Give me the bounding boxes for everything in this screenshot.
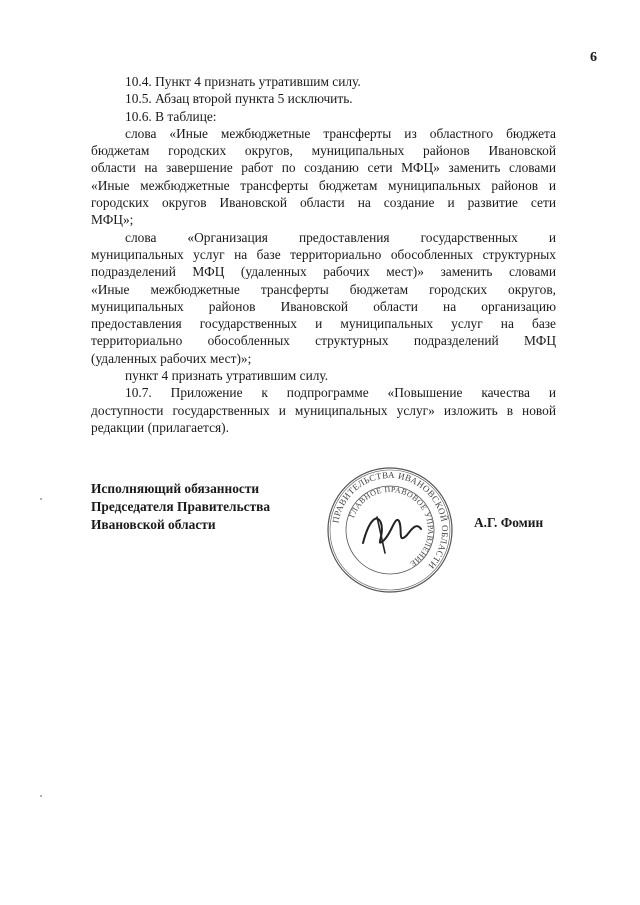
signatory-title-line: Председателя Правительства xyxy=(91,499,271,514)
document-body xyxy=(91,73,556,436)
paragraph-10-5: 10.5. Абзац второй пункта 5 исключить. xyxy=(125,91,353,107)
signatory-name: А.Г. Фомин xyxy=(474,515,544,530)
text-line: области на завершение работ по созданию сети МФЦ» заменить словами xyxy=(91,160,556,176)
text-line: муниципальных услуг на базе территориально обособленных структурных xyxy=(91,246,556,262)
text-line: доступности государственных и муниципальных услуг» изложить в новой xyxy=(91,402,556,418)
signatory-title-line: Ивановской области xyxy=(91,517,216,532)
text-line: городских округов Ивановской области на создание и развитие сети xyxy=(91,195,556,211)
paragraph-10-7: 10.7. Приложение к подпрограмме «Повышение качества и xyxy=(125,385,556,401)
text-line: (удаленных рабочих мест)»; xyxy=(91,350,252,366)
page-number: 6 xyxy=(590,50,597,65)
text-line: пункт 4 признать утратившим силу. xyxy=(125,368,329,384)
handwritten-signature xyxy=(363,519,421,543)
scan-speck xyxy=(40,795,42,797)
text-line: подразделений МФЦ (удаленных рабочих мест)» заменить словами xyxy=(91,264,556,280)
text-line: слова «Организация предоставления государственных и xyxy=(125,229,556,245)
text-line: предоставления государственных и муниципальных услуг на базе xyxy=(91,316,556,332)
seal-inner-text: ГЛАВНОЕ ПРАВОВОЕ УПРАВЛЕНИЕ xyxy=(347,484,436,569)
text-line: МФЦ»; xyxy=(91,212,134,228)
scan-speck xyxy=(40,498,42,500)
text-line: слова «Иные межбюджетные трансферты из областного бюджета xyxy=(125,125,556,141)
text-line: территориально обособленных структурных подразделений МФЦ xyxy=(91,333,556,349)
text-line: муниципальных районов Ивановской области на организацию xyxy=(91,298,556,314)
text-line: «Иные межбюджетные трансферты бюджетам городских округов, xyxy=(91,281,556,297)
signatory-title-line: Исполняющий обязанности xyxy=(91,481,260,496)
paragraph-10-4: 10.4. Пункт 4 признать утратившим силу. xyxy=(125,74,361,89)
signatory-title xyxy=(91,480,270,534)
text-line: редакции (прилагается). xyxy=(91,419,229,435)
seal-outer-text: ПРАВИТЕЛЬСТВА ИВАНОВСКОЙ ОБЛАСТИ xyxy=(330,469,451,572)
paragraph-10-6: 10.6. В таблице: xyxy=(125,108,217,124)
official-seal xyxy=(325,465,455,595)
text-line: «Иные межбюджетные трансферты бюджетам муниципальных районов и xyxy=(91,177,556,193)
text-line: бюджетам городских округов, муниципальных районов Ивановской xyxy=(91,143,556,159)
